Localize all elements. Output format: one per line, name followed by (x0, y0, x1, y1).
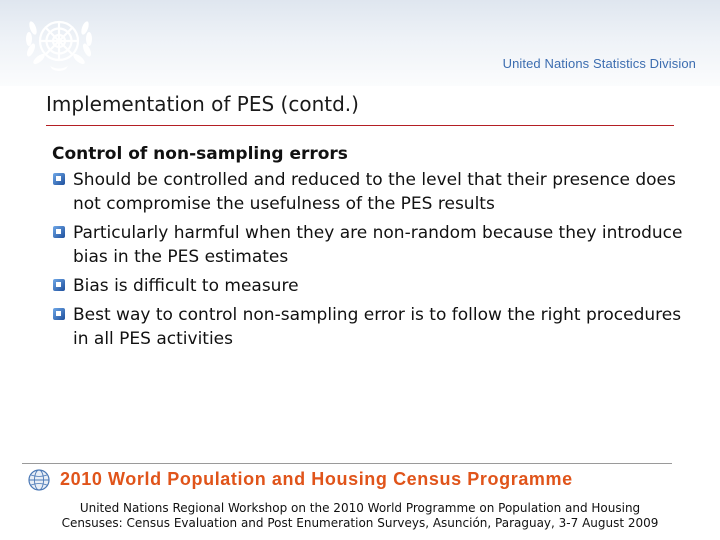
bullet-item (52, 274, 692, 298)
header-band (0, 0, 720, 86)
census-globe-icon (26, 468, 52, 492)
division-name: United Nations Statistics Division (502, 56, 696, 71)
bullet-square-icon (53, 226, 65, 238)
bullet-text: Should be controlled and reduced to the level that their presence does not compromise the usefulness of the PES results (73, 170, 676, 214)
bullet-item (52, 221, 692, 269)
section-heading: Control of non-sampling errors (52, 144, 348, 164)
footer-line-2: Censuses: Census Evaluation and Post Enumeration Surveys, Asunción, Paraguay, 3-7 August 2009 (61, 516, 659, 530)
bullet-text: Particularly harmful when they are non-random because they introduce bias in the PES estimates (73, 223, 683, 267)
slide-title: Implementation of PES (contd.) (46, 92, 359, 116)
bullet-list (52, 168, 692, 351)
bullet-square-icon (53, 279, 65, 291)
bullet-item (52, 168, 692, 216)
census-banner (22, 466, 696, 494)
bullet-square-icon (53, 308, 65, 320)
slide-footer (0, 501, 720, 531)
slide-content (52, 143, 692, 356)
bullet-text: Bias is difficult to measure (73, 276, 299, 296)
footer-divider (22, 463, 672, 464)
bullet-square-icon (53, 173, 65, 185)
bullet-item (52, 303, 692, 351)
footer-line-1: United Nations Regional Workshop on the 2010 World Programme on Population and Housing (79, 501, 641, 515)
title-divider (46, 125, 674, 126)
census-banner-text: 2010 World Population and Housing Census Programme (60, 469, 573, 489)
bullet-text: Best way to control non-sampling error is to follow the right procedures in all PES activities (73, 305, 682, 349)
un-emblem-icon (20, 8, 98, 74)
